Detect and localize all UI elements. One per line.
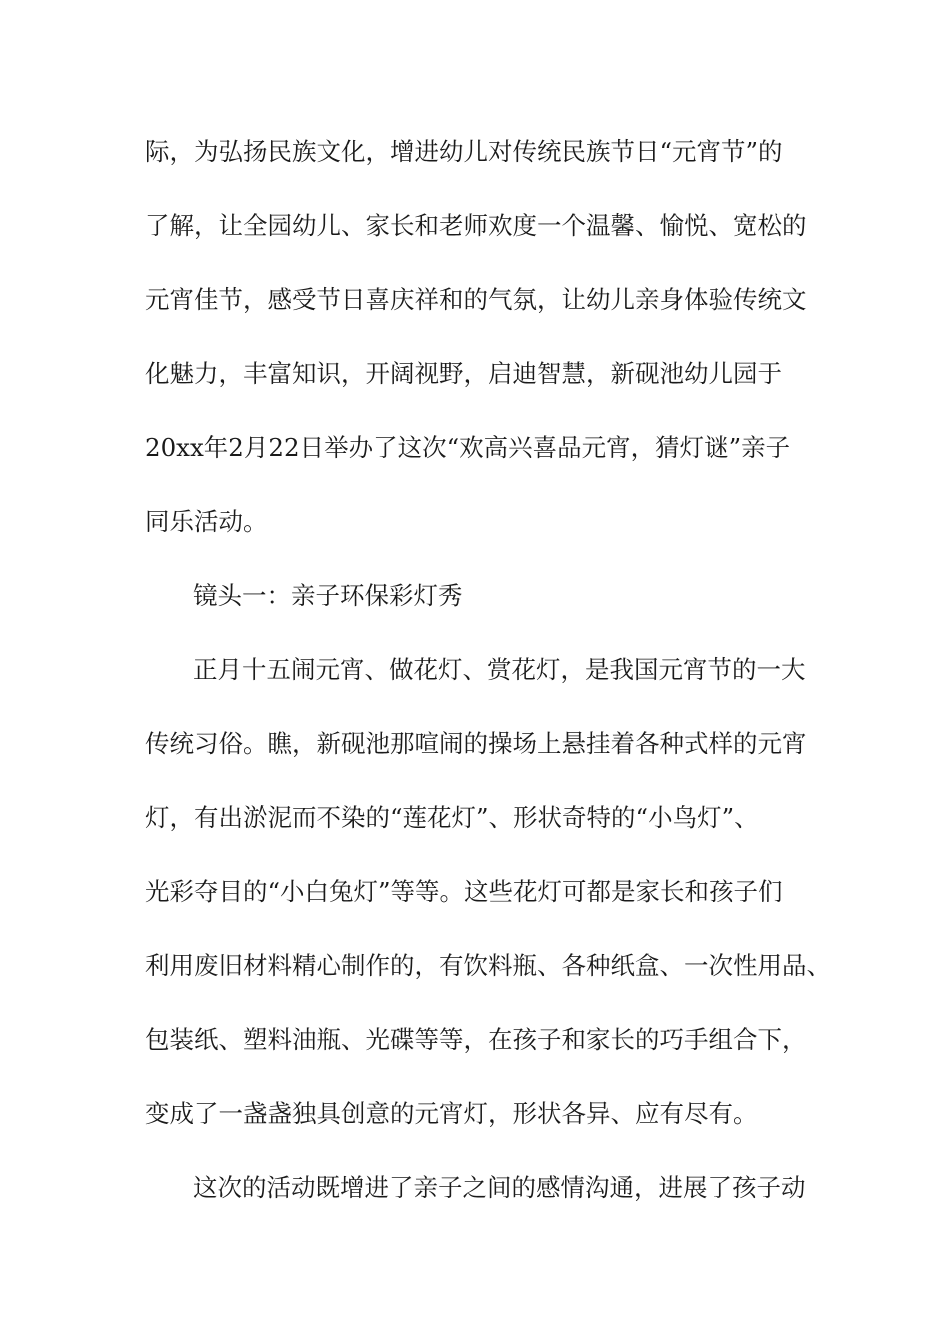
paragraph-first-line: 正月十五闹元宵、做花灯、赏花灯，是我国元宵节的一大 — [193, 655, 806, 684]
text-line: 灯，有出淤泥而不染的“莲花灯”、形状奇特的“小鸟灯”、 — [145, 803, 759, 832]
text-line: 包装纸、塑料油瓶、光碟等等，在孩子和家长的巧手组合下， — [145, 1025, 807, 1054]
text-line: 化魅力，丰富知识，开阔视野，启迪智慧，新砚池幼儿园于 — [145, 359, 782, 388]
paragraph-first-line: 这次的活动既增进了亲子之间的感情沟通，进展了孩子动 — [193, 1173, 806, 1202]
text-line: 变成了一盏盏独具创意的元宵灯，形状各异、应有尽有。 — [145, 1099, 758, 1128]
text-line: 元宵佳节，感受节日喜庆祥和的气氛，让幼儿亲身体验传统文 — [145, 285, 807, 314]
body-text — [145, 128, 835, 1238]
text-line: 传统习俗。瞧，新砚池那喧闹的操场上悬挂着各种式样的元宵 — [145, 729, 807, 758]
text-line: 20xx年2月22日举办了这次“欢高兴喜品元宵，猜灯谜”亲子 — [145, 433, 791, 462]
text-line: 利用废旧材料精心制作的，有饮料瓶、各种纸盒、一次性用品、 — [145, 951, 831, 980]
text-line: 同乐活动。 — [145, 507, 268, 536]
text-line: 际，为弘扬民族文化，增进幼儿对传统民族节日“元宵节”的 — [145, 137, 783, 166]
text-line: 光彩夺目的“小白兔灯”等等。这些花灯可都是家长和孩子们 — [145, 877, 783, 906]
text-line: 了解，让全园幼儿、家长和老师欢度一个温馨、愉悦、宽松的 — [145, 211, 807, 240]
section-heading: 镜头一：亲子环保彩灯秀 — [193, 581, 463, 610]
